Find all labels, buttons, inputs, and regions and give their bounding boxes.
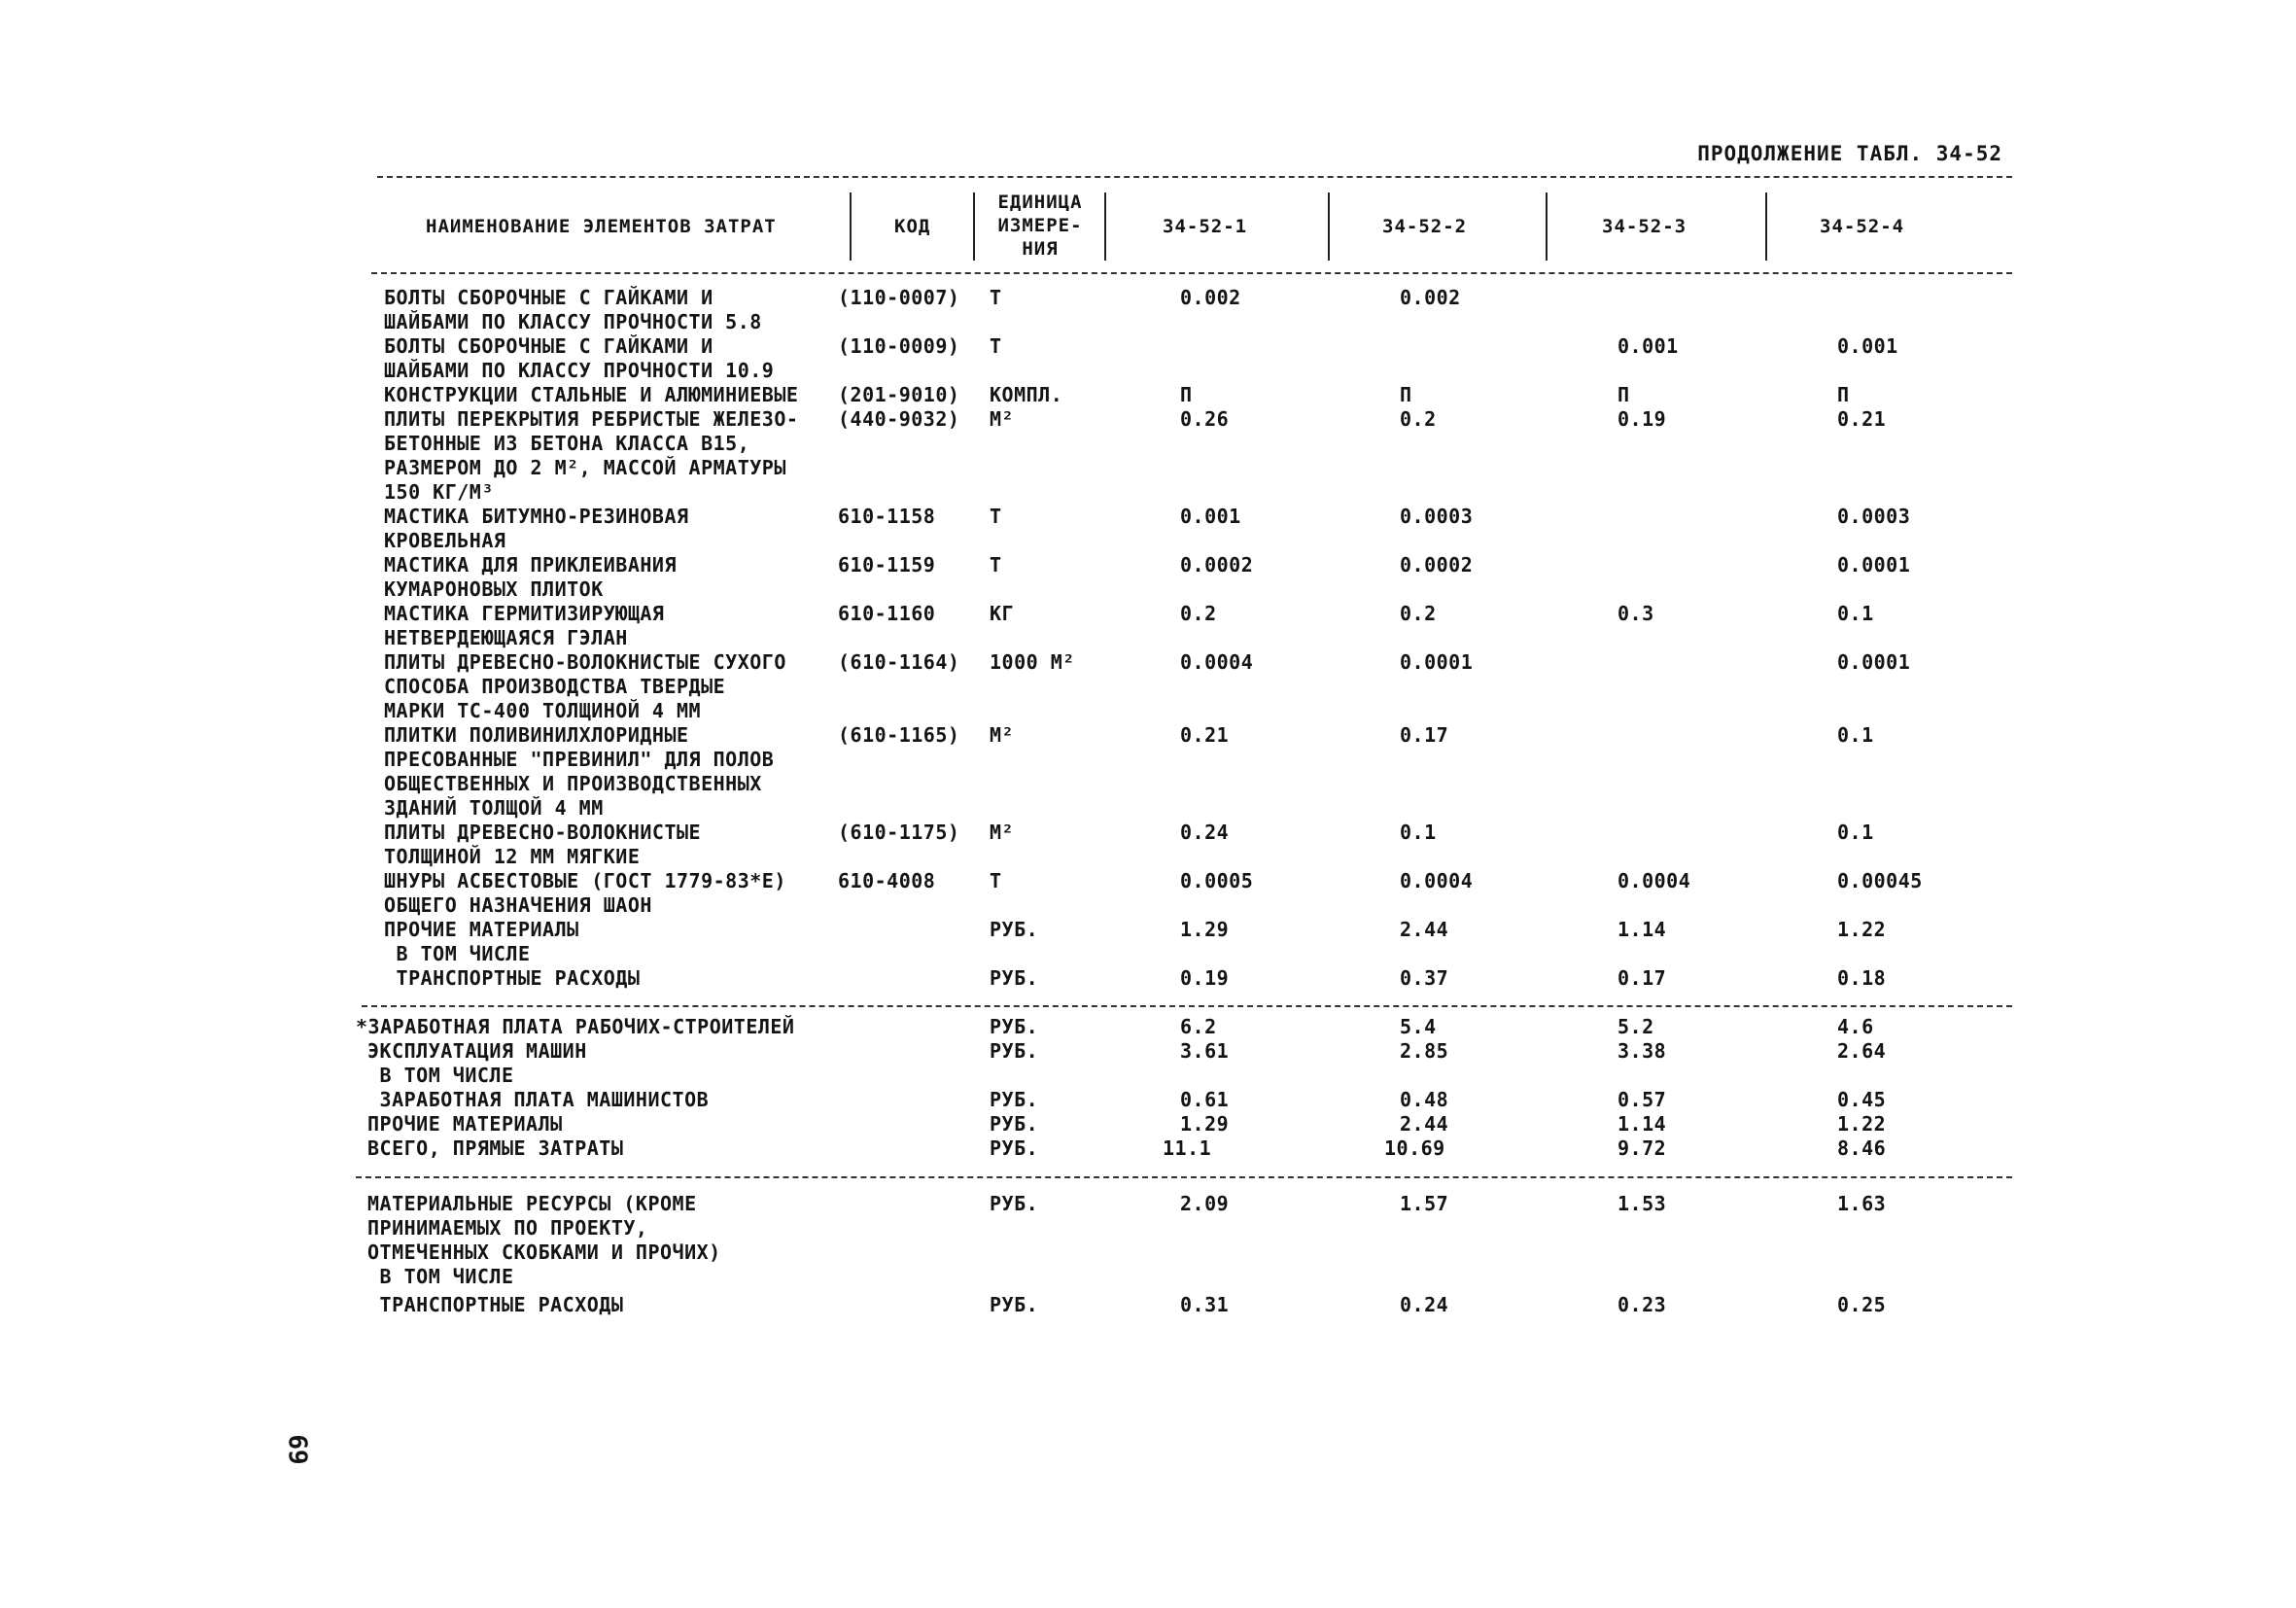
row-value-2: 0.48 <box>1400 1088 1449 1111</box>
row-unit: Т <box>990 286 1002 309</box>
row-unit: РУБ. <box>990 1192 1039 1215</box>
row-value-3: 9.72 <box>1618 1136 1667 1160</box>
row-value-1: 0.0005 <box>1180 869 1254 892</box>
row-value-3: 3.38 <box>1618 1039 1667 1063</box>
row-value-2: 0.1 <box>1400 821 1437 844</box>
page-number: 69 <box>282 1434 312 1465</box>
row-value-3: 0.17 <box>1618 966 1667 990</box>
row-name: МАСТИКА ДЛЯ ПРИКЛЕИВАНИЯ КУМАРОНОВЫХ ПЛИТОК <box>384 553 677 601</box>
row-name: БОЛТЫ СБОРОЧНЫЕ С ГАЙКАМИ И ШАЙБАМИ ПО КЛАССУ ПРОЧНОСТИ 5.8 <box>384 286 762 333</box>
row-value-4: 0.1 <box>1837 723 1874 747</box>
row-code: (201-9010) <box>838 383 960 406</box>
header-col-2: 34-52-2 <box>1382 216 1468 237</box>
row-name: МАСТИКА БИТУМНО-РЕЗИНОВАЯ КРОВЕЛЬНАЯ <box>384 505 689 552</box>
row-value-2: 0.0003 <box>1400 505 1474 528</box>
row-unit: РУБ. <box>990 918 1039 941</box>
row-value-4: 0.1 <box>1837 602 1874 625</box>
row-code: (110-0007) <box>838 286 960 309</box>
row-unit: РУБ. <box>990 1112 1039 1136</box>
row-name: МАТЕРИАЛЬНЫЕ РЕСУРСЫ (КРОМЕ ПРИНИМАЕМЫХ ПО ПРОЕКТУ, ОТМЕЧЕННЫХ СКОБКАМИ И ПРОЧИХ) В ТОМ ЧИСЛЕ <box>367 1192 721 1288</box>
row-unit: М² <box>990 407 1015 431</box>
header-unit-line: ИЗМЕРЕ- <box>997 215 1083 236</box>
header-col-3: 34-52-3 <box>1602 216 1687 237</box>
row-unit: М² <box>990 821 1015 844</box>
row-unit: Т <box>990 505 1002 528</box>
row-value-1: 0.24 <box>1180 821 1230 844</box>
row-name: КОНСТРУКЦИИ СТАЛЬНЫЕ И АЛЮМИНИЕВЫЕ <box>384 383 799 406</box>
row-unit: РУБ. <box>990 1136 1039 1160</box>
row-value-1: 1.29 <box>1180 1112 1230 1136</box>
table-caption: ПРОДОЛЖЕНИЕ ТАБЛ. 34-52 <box>1697 142 2002 165</box>
row-value-1: 3.61 <box>1180 1039 1230 1063</box>
header-unit <box>990 191 1091 261</box>
row-value-4: 8.46 <box>1837 1136 1887 1160</box>
row-name: МАСТИКА ГЕРМИТИЗИРУЮЩАЯ НЕТВЕРДЕЮЩАЯСЯ ГЭЛАН <box>384 602 665 649</box>
row-code: (440-9032) <box>838 407 960 431</box>
section-rule <box>362 1005 2012 1007</box>
row-value-1: 2.09 <box>1180 1192 1230 1215</box>
row-value-1: 0.0004 <box>1180 650 1254 674</box>
row-value-4: 2.64 <box>1837 1039 1887 1063</box>
row-value-1: 0.31 <box>1180 1293 1230 1316</box>
row-value-2: П <box>1400 383 1412 406</box>
row-unit: Т <box>990 869 1002 892</box>
section-rule <box>356 1176 2012 1178</box>
row-value-4: 0.00045 <box>1837 869 1923 892</box>
row-value-4: П <box>1837 383 1850 406</box>
row-value-3: П <box>1618 383 1630 406</box>
row-unit: Т <box>990 334 1002 358</box>
row-value-1: 0.002 <box>1180 286 1241 309</box>
row-value-2: 0.17 <box>1400 723 1449 747</box>
row-value-1: 0.61 <box>1180 1088 1230 1111</box>
row-name: ПЛИТЫ ДРЕВЕСНО-ВОЛОКНИСТЫЕ ТОЛЩИНОЙ 12 ММ МЯГКИЕ <box>384 821 702 868</box>
row-unit: М² <box>990 723 1015 747</box>
row-value-4: 0.0003 <box>1837 505 1911 528</box>
row-name: ВСЕГО, ПРЯМЫЕ ЗАТРАТЫ <box>367 1136 624 1160</box>
row-code: 610-1159 <box>838 553 936 577</box>
row-value-1: 0.2 <box>1180 602 1217 625</box>
row-name: БОЛТЫ СБОРОЧНЫЕ С ГАЙКАМИ И ШАЙБАМИ ПО КЛАССУ ПРОЧНОСТИ 10.9 <box>384 334 775 382</box>
row-unit: РУБ. <box>990 1293 1039 1316</box>
row-value-1: 0.26 <box>1180 407 1230 431</box>
row-value-4: 0.25 <box>1837 1293 1887 1316</box>
row-value-2: 0.0002 <box>1400 553 1474 577</box>
row-value-3: 0.19 <box>1618 407 1667 431</box>
row-unit: РУБ. <box>990 966 1039 990</box>
row-value-1: 0.0002 <box>1180 553 1254 577</box>
header-divider <box>850 192 852 261</box>
row-unit: 1000 М² <box>990 650 1075 674</box>
row-value-4: 0.0001 <box>1837 650 1911 674</box>
row-name: ПРОЧИЕ МАТЕРИАЛЫ В ТОМ ЧИСЛЕ <box>384 918 579 965</box>
row-value-1: 11.1 <box>1163 1136 1212 1160</box>
header-unit-line: ЕДИНИЦА <box>997 192 1083 213</box>
row-value-4: 0.1 <box>1837 821 1874 844</box>
row-code: (110-0009) <box>838 334 960 358</box>
row-name: ЗАРАБОТНАЯ ПЛАТА МАШИНИСТОВ <box>367 1088 710 1111</box>
row-value-4: 1.22 <box>1837 918 1887 941</box>
row-name: ПЛИТЫ ДРЕВЕСНО-ВОЛОКНИСТЫЕ СУХОГО СПОСОБА ПРОИЗВОДСТВА ТВЕРДЫЕ МАРКИ ТС-400 ТОЛЩИНОЙ 4 ММ <box>384 650 786 722</box>
row-value-3: 0.23 <box>1618 1293 1667 1316</box>
row-unit: КГ <box>990 602 1015 625</box>
row-value-3: 1.14 <box>1618 1112 1667 1136</box>
row-value-1: 0.19 <box>1180 966 1230 990</box>
row-value-1: 1.29 <box>1180 918 1230 941</box>
row-name: ЭКСПЛУАТАЦИЯ МАШИН В ТОМ ЧИСЛЕ <box>367 1039 587 1087</box>
row-name: ПЛИТКИ ПОЛИВИНИЛХЛОРИДНЫЕ ПРЕСОВАННЫЕ "ПРЕВИНИЛ" ДЛЯ ПОЛОВ ОБЩЕСТВЕННЫХ И ПРОИЗВОДСТВЕННЫХ ЗДАНИЙ ТОЛЩОЙ 4 ММ <box>384 723 775 820</box>
row-value-4: 0.0001 <box>1837 553 1911 577</box>
row-unit: Т <box>990 553 1002 577</box>
row-value-1: 0.001 <box>1180 505 1241 528</box>
header-top-rule <box>377 176 2012 178</box>
row-value-2: 0.2 <box>1400 602 1437 625</box>
row-code: 610-4008 <box>838 869 936 892</box>
row-unit: РУБ. <box>990 1088 1039 1111</box>
row-value-2: 2.44 <box>1400 918 1449 941</box>
row-value-4: 0.18 <box>1837 966 1887 990</box>
row-value-2: 0.0001 <box>1400 650 1474 674</box>
row-value-3: 1.53 <box>1618 1192 1667 1215</box>
row-name: ТРАНСПОРТНЫЕ РАСХОДЫ <box>367 1293 624 1316</box>
row-value-3: 0.3 <box>1618 602 1654 625</box>
row-value-4: 4.6 <box>1837 1015 1874 1038</box>
row-value-2: 0.002 <box>1400 286 1461 309</box>
row-value-2: 10.69 <box>1384 1136 1445 1160</box>
header-col-4: 34-52-4 <box>1820 216 1905 237</box>
row-value-4: 1.22 <box>1837 1112 1887 1136</box>
row-value-3: 0.0004 <box>1618 869 1691 892</box>
row-name: *ЗАРАБОТНАЯ ПЛАТА РАБОЧИХ-СТРОИТЕЛЕЙ <box>356 1015 795 1038</box>
row-value-3: 0.001 <box>1618 334 1679 358</box>
row-code: 610-1158 <box>838 505 936 528</box>
row-value-2: 2.85 <box>1400 1039 1449 1063</box>
row-value-4: 0.45 <box>1837 1088 1887 1111</box>
row-name: ШНУРЫ АСБЕСТОВЫЕ (ГОСТ 1779-83*Е) ОБЩЕГО НАЗНАЧЕНИЯ ШАОН <box>384 869 786 917</box>
row-value-2: 0.37 <box>1400 966 1449 990</box>
header-divider <box>973 192 975 261</box>
row-name: ТРАНСПОРТНЫЕ РАСХОДЫ <box>384 966 641 990</box>
header-unit-line: НИЯ <box>1022 238 1059 260</box>
row-value-1: 0.21 <box>1180 723 1230 747</box>
header-col-1: 34-52-1 <box>1163 216 1248 237</box>
row-value-2: 5.4 <box>1400 1015 1437 1038</box>
row-value-4: 0.21 <box>1837 407 1887 431</box>
row-unit: РУБ. <box>990 1039 1039 1063</box>
header-divider <box>1328 192 1330 261</box>
row-value-4: 0.001 <box>1837 334 1898 358</box>
header-name: НАИМЕНОВАНИЕ ЭЛЕМЕНТОВ ЗАТРАТ <box>426 216 777 237</box>
row-code: (610-1165) <box>838 723 960 747</box>
row-value-1: П <box>1180 383 1193 406</box>
row-value-1: 6.2 <box>1180 1015 1217 1038</box>
row-value-2: 0.0004 <box>1400 869 1474 892</box>
row-value-2: 2.44 <box>1400 1112 1449 1136</box>
row-unit: КОМПЛ. <box>990 383 1063 406</box>
header-divider <box>1104 192 1106 261</box>
header-code: КОД <box>894 216 931 237</box>
header-divider <box>1765 192 1767 261</box>
row-value-4: 1.63 <box>1837 1192 1887 1215</box>
row-code: (610-1164) <box>838 650 960 674</box>
row-value-3: 0.57 <box>1618 1088 1667 1111</box>
header-bottom-rule <box>371 272 2012 274</box>
row-unit: РУБ. <box>990 1015 1039 1038</box>
row-name: ПЛИТЫ ПЕРЕКРЫТИЯ РЕБРИСТЫЕ ЖЕЛЕЗО- БЕТОННЫЕ ИЗ БЕТОНА КЛАССА В15, РАЗМЕРОМ ДО 2 М², МАССОЙ АРМАТУРЫ 150 КГ/М³ <box>384 407 799 504</box>
row-value-3: 1.14 <box>1618 918 1667 941</box>
row-value-2: 0.2 <box>1400 407 1437 431</box>
row-name: ПРОЧИЕ МАТЕРИАЛЫ <box>367 1112 563 1136</box>
row-code: 610-1160 <box>838 602 936 625</box>
row-value-2: 1.57 <box>1400 1192 1449 1215</box>
row-value-2: 0.24 <box>1400 1293 1449 1316</box>
row-value-3: 5.2 <box>1618 1015 1654 1038</box>
header-divider <box>1546 192 1548 261</box>
row-code: (610-1175) <box>838 821 960 844</box>
